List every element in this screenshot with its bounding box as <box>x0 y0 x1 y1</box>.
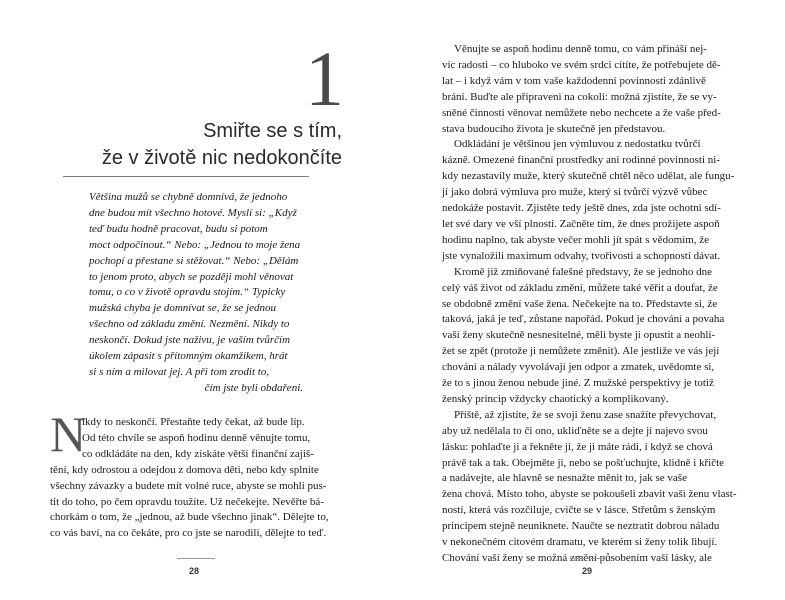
intro-line: úkolem zápasit s přítomným okamžikem, hrát <box>89 350 288 363</box>
chapter-intro <box>89 190 303 397</box>
body-line: a nadávejte, ale hlavně se nesnažte měnit to, jak se vaše <box>442 472 687 485</box>
drop-cap: N <box>50 406 87 462</box>
body-line: kdy nezastavily muže, který skutečně chtěl něco udělat, ale fungu- <box>442 170 735 183</box>
intro-line: neskončí. Dokud jste naživu, je vaším tvůrčím <box>89 334 291 347</box>
intro-line: to jenom proto, abych se později mohl věnovat <box>89 270 294 283</box>
intro-line: mužská chyba je domnívat se, že se jednou <box>89 302 276 315</box>
body-line: co vás baví, na co čekáte, pro co jste se narodili, dělejte to teď. <box>50 527 327 540</box>
body-line: jste vynaložili maximum odvahy, tvořivosti a schopností dávat. <box>442 249 721 262</box>
intro-line: pochopí a přestane si stěžovat.“ Nebo: „Dělám <box>89 254 299 267</box>
body-line: hodinu naplno, tak abyste večer mohli jít spát s vědomím, že <box>442 233 709 246</box>
body-line: tění, kdy odrostou a odejdou z domova děti, nebo kdy splníte <box>50 463 319 476</box>
body-line: chování a nálady vyvolávají jen odpor a zmatek, uvědomte si, <box>442 361 715 374</box>
body-line: Věnujte se aspoň hodinu denně tomu, co vám přináší nej- <box>454 43 707 55</box>
folio-rule <box>569 558 607 559</box>
right-body-text <box>442 42 742 567</box>
body-line: brání. Buďte ale připraveni na cokoli: možná zjistíte, že se vy- <box>442 90 717 103</box>
body-line: víc radosti – co hluboko ve svém srdci cítíte, že potřebujete dě- <box>442 58 721 71</box>
body-line: taková, jaká je teď, zůstane napořád. Pokud je chování a povaha <box>442 313 725 326</box>
body-line: Chování vaší ženy se možná změní působením vaší lásky, ale <box>442 552 712 564</box>
intro-line: moct odpočinout.“ Nebo: „Jednou to moje žena <box>89 238 301 251</box>
body-line: Kromě již zmiňované falešné představy, že se jednoho dne <box>454 265 712 278</box>
body-line: principem stejně neuniknete. Naučte se neztratit dobrou náladu <box>442 520 720 533</box>
chapter-title-line: Smiřte se s tím, <box>203 120 342 142</box>
body-line: v nekonečném citovém dramatu, ve kterém si ženy tolik libují. <box>442 536 718 549</box>
body-line: žena chová. Místo toho, abyste se pokoušeli zbavit vaši ženu vlast- <box>442 488 737 501</box>
body-line: lat – i když vám v tom vaše každodenní povinnosti zdánlivě <box>442 74 706 87</box>
intro-line: tomu, o co v životě opravdu stojím.“ Typicky <box>89 286 286 299</box>
body-line: tit do toho, po čem opravdu toužíte. Už nečekejte. Nevěřte bá- <box>50 495 324 508</box>
left-page <box>0 0 392 600</box>
body-line: že to s jinou ženou nebude jiné. Z mužské perspektivy je totiž <box>442 377 714 390</box>
body-line: právě tak a tak. Obejměte ji, nebo se pošťuchujte, klidně i křičte <box>442 456 725 469</box>
body-line: vaší ženy skutečně nesnesitelné, měli byste ji opustit a neohlí- <box>442 329 716 342</box>
body-line: kázně. Omezené finanční prostředky ani rodinné povinnosti ni- <box>442 154 720 167</box>
body-line: aby už nedělala to či ono, ukliďněte se a dejte jí najevo svou <box>442 424 708 437</box>
body-line: Odkládání je většinou jen výmluvou z nedostatku tvůrčí <box>454 138 701 151</box>
chapter-title <box>102 118 342 172</box>
title-rule <box>63 176 309 177</box>
body-line: jí jako dobrá výmluva pro muže, který si tvůrčí výzvě vůbec <box>442 186 708 199</box>
body-line: Příště, až zjistíte, že se svoji ženu zase snažíte převychovat, <box>454 408 717 421</box>
chapter-title-line: že v životě nic nedokončíte <box>101 147 342 169</box>
body-line: co odkládáte na den, kdy získáte větší finanční zajiš- <box>82 447 314 460</box>
body-line: ženský princip vždycky chaotický a komplikovaný. <box>442 392 669 405</box>
body-line: všechny závazky a budete mít volné ruce, abyste se mohli pus- <box>50 479 327 492</box>
intro-line: Většina mužů se chybně domnívá, že jednoho <box>89 191 288 203</box>
body-line: let své dary ve vší plnosti. Začněte tím, že dnes prožijete aspoň <box>442 217 720 230</box>
intro-line: čím jste byli obdařeni. <box>204 381 303 394</box>
body-line: celý váš život od základu změní, můžete také věřit a doufat, že <box>442 281 718 294</box>
body-line: se obdobně změní vaše žena. Nečekejte na to. Představte si, že <box>442 297 718 310</box>
intro-line: si s ním a milovat jej. A při tom zrodit to, <box>89 365 270 378</box>
body-line: ností, která vás rozčiluje, cvičte se v lásce. Střetům s ženským <box>442 504 716 517</box>
body-line: chorkám o tom, že „jednou, až bude všechno jinak“. Dělejte to, <box>50 511 329 524</box>
body-line: žet se zpět (protože ji nemůžete změnit). Ale jestliže ve vás její <box>442 345 720 358</box>
folio-rule <box>177 558 215 559</box>
body-line: ikdy to neskončí. Přestaňte tedy čekat, až bude líp. <box>82 416 305 428</box>
body-line: sněné činnosti věnovat nemůžete nebo nechcete a že vaše před- <box>442 106 721 119</box>
right-page <box>393 0 785 600</box>
intro-line: všechno od základu změní. Nezmění. Nikdy to <box>89 318 290 331</box>
body-line: stava budoucího života je skutečně jen představou. <box>442 122 666 135</box>
intro-line: dne budou mít všechno hotové. Myslí si: „Když <box>89 206 297 219</box>
body-line: lásku: pohlaďte ji a řekněte jí, že ji máte rádi, i když se chová <box>442 440 713 453</box>
body-line: Od této chvíle se aspoň hodinu denně věnujte tomu, <box>82 431 311 444</box>
page-number: 29 <box>582 566 593 576</box>
intro-line: teď budu hodně pracovat, budu si potom <box>89 222 268 235</box>
page-number: 28 <box>189 566 200 576</box>
chapter-number: 1 <box>305 35 344 122</box>
left-body-text <box>50 415 329 542</box>
body-line: nedokáže postavit. Zjistěte tedy ještě dnes, zda jste ochotni sdí- <box>442 202 721 215</box>
